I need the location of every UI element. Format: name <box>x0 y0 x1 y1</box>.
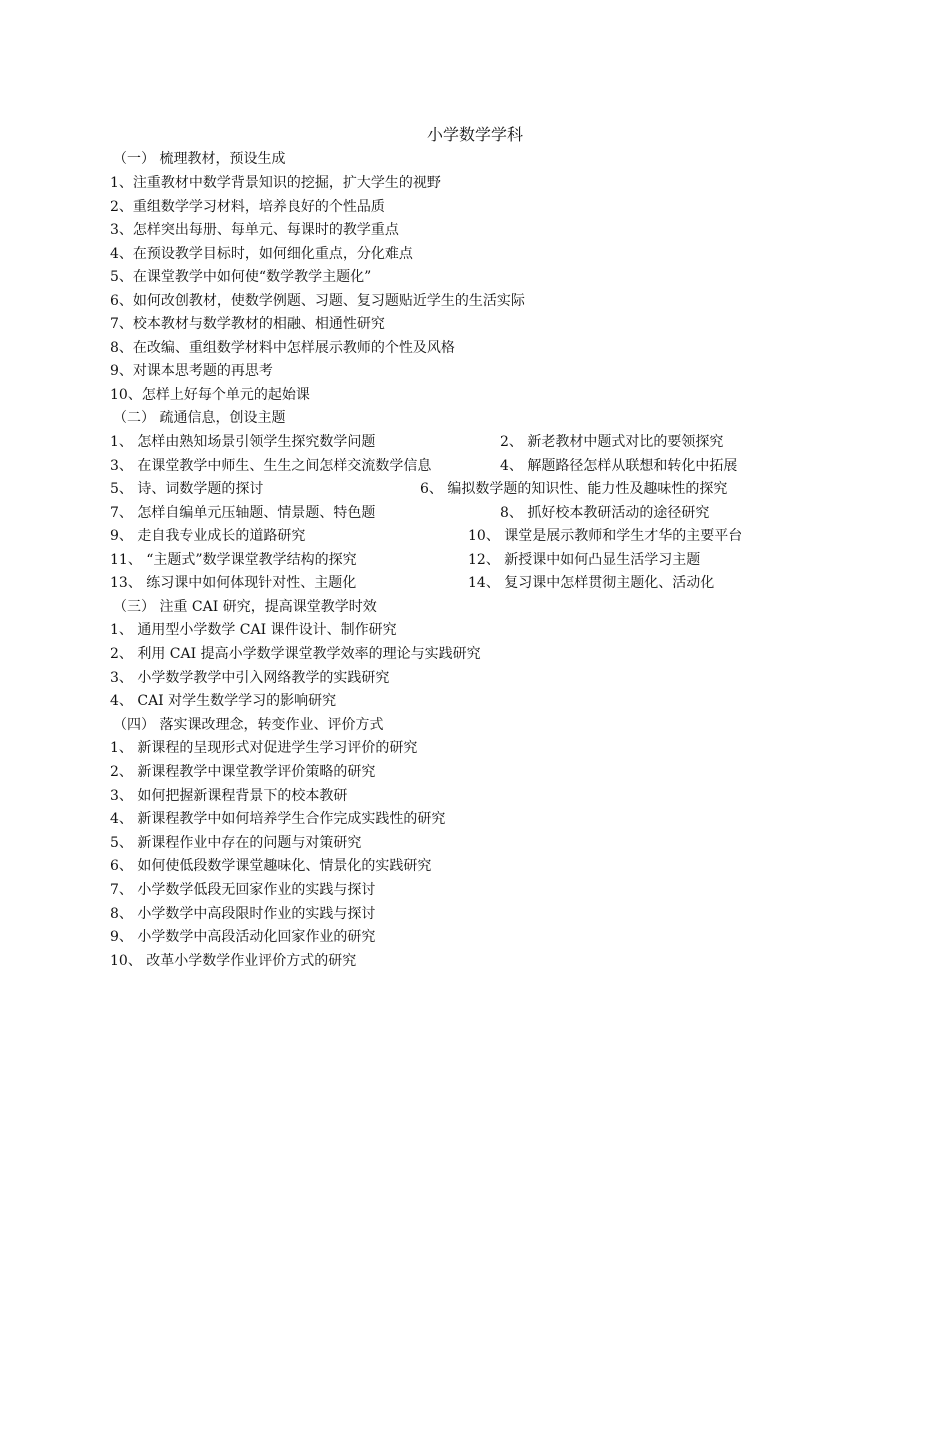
list-item: 7、校本教材与数学教材的相融、相通性研究 <box>110 316 385 332</box>
list-item: 4、 解题路径怎样从联想和转化中拓展 <box>500 458 738 474</box>
list-item: 8、 小学数学中高段限时作业的实践与探讨 <box>110 906 376 922</box>
list-item: 2、 新课程教学中课堂教学评价策略的研究 <box>110 764 376 780</box>
list-item: 2、 利用 CAI 提高小学数学课堂教学效率的理论与实践研究 <box>110 646 481 662</box>
list-item: 3、怎样突出每册、每单元、每课时的教学重点 <box>110 222 399 238</box>
list-item: 7、 怎样自编单元压轴题、情景题、特色题 <box>110 505 376 521</box>
list-item: 7、 小学数学低段无回家作业的实践与探讨 <box>110 882 376 898</box>
list-item: 3、 小学数学教学中引入网络教学的实践研究 <box>110 670 390 686</box>
list-item: 14、 复习课中怎样贯彻主题化、活动化 <box>468 575 715 591</box>
list-item: 9、 小学数学中高段活动化回家作业的研究 <box>110 929 376 945</box>
list-item: 1、 新课程的呈现形式对促进学生学习评价的研究 <box>110 740 418 756</box>
list-item: 13、 练习课中如何体现针对性、主题化 <box>110 575 357 591</box>
list-item: 9、 走自我专业成长的道路研究 <box>110 528 306 544</box>
list-item: 3、 在课堂教学中师生、生生之间怎样交流数学信息 <box>110 458 432 474</box>
list-item: 1、 通用型小学数学 CAI 课件设计、制作研究 <box>110 622 397 638</box>
list-item: 5、在课堂教学中如何使“数学教学主题化” <box>110 269 372 285</box>
section-1-header: （一） 梳理教材，预设生成 <box>113 151 286 167</box>
section-3-header: （三） 注重 CAI 研究，提高课堂教学时效 <box>113 599 377 615</box>
list-item: 3、 如何把握新课程背景下的校本教研 <box>110 788 348 804</box>
list-item: 6、如何改创教材，使数学例题、习题、复习题贴近学生的生活实际 <box>110 293 525 309</box>
section-2-header: （二） 疏通信息，创设主题 <box>113 410 286 426</box>
list-item: 11、 “主题式”数学课堂教学结构的探究 <box>110 552 357 568</box>
list-item: 2、重组数学学习材料，培养良好的个性品质 <box>110 199 385 215</box>
list-item: 8、在改编、重组数学材料中怎样展示教师的个性及风格 <box>110 340 455 356</box>
list-item: 1、 怎样由熟知场景引领学生探究数学问题 <box>110 434 376 450</box>
list-item: 5、 新课程作业中存在的问题与对策研究 <box>110 835 362 851</box>
page-title: 小学数学学科 <box>426 125 523 144</box>
list-item: 6、 编拟数学题的知识性、能力性及趣味性的探究 <box>420 481 728 497</box>
list-item: 8、 抓好校本教研活动的途径研究 <box>500 505 710 521</box>
section-4-header: （四） 落实课改理念，转变作业、评价方式 <box>113 717 384 733</box>
list-item: 10、 课堂是展示教师和学生才华的主要平台 <box>468 528 743 544</box>
list-item: 10、怎样上好每个单元的起始课 <box>110 387 310 403</box>
list-item: 1、注重教材中数学背景知识的挖掘，扩大学生的视野 <box>110 175 441 191</box>
list-item: 10、 改革小学数学作业评价方式的研究 <box>110 953 357 969</box>
list-item: 4、在预设教学目标时，如何细化重点，分化难点 <box>110 246 413 262</box>
list-item: 12、 新授课中如何凸显生活学习主题 <box>468 552 701 568</box>
list-item: 9、对课本思考题的再思考 <box>110 363 273 379</box>
list-item: 2、 新老教材中题式对比的要领探究 <box>500 434 724 450</box>
list-item: 6、 如何使低段数学课堂趣味化、情景化的实践研究 <box>110 858 432 874</box>
list-item: 5、 诗、词数学题的探讨 <box>110 481 264 497</box>
list-item: 4、 新课程教学中如何培养学生合作完成实践性的研究 <box>110 811 446 827</box>
list-item: 4、 CAI 对学生数学学习的影响研究 <box>110 693 337 709</box>
